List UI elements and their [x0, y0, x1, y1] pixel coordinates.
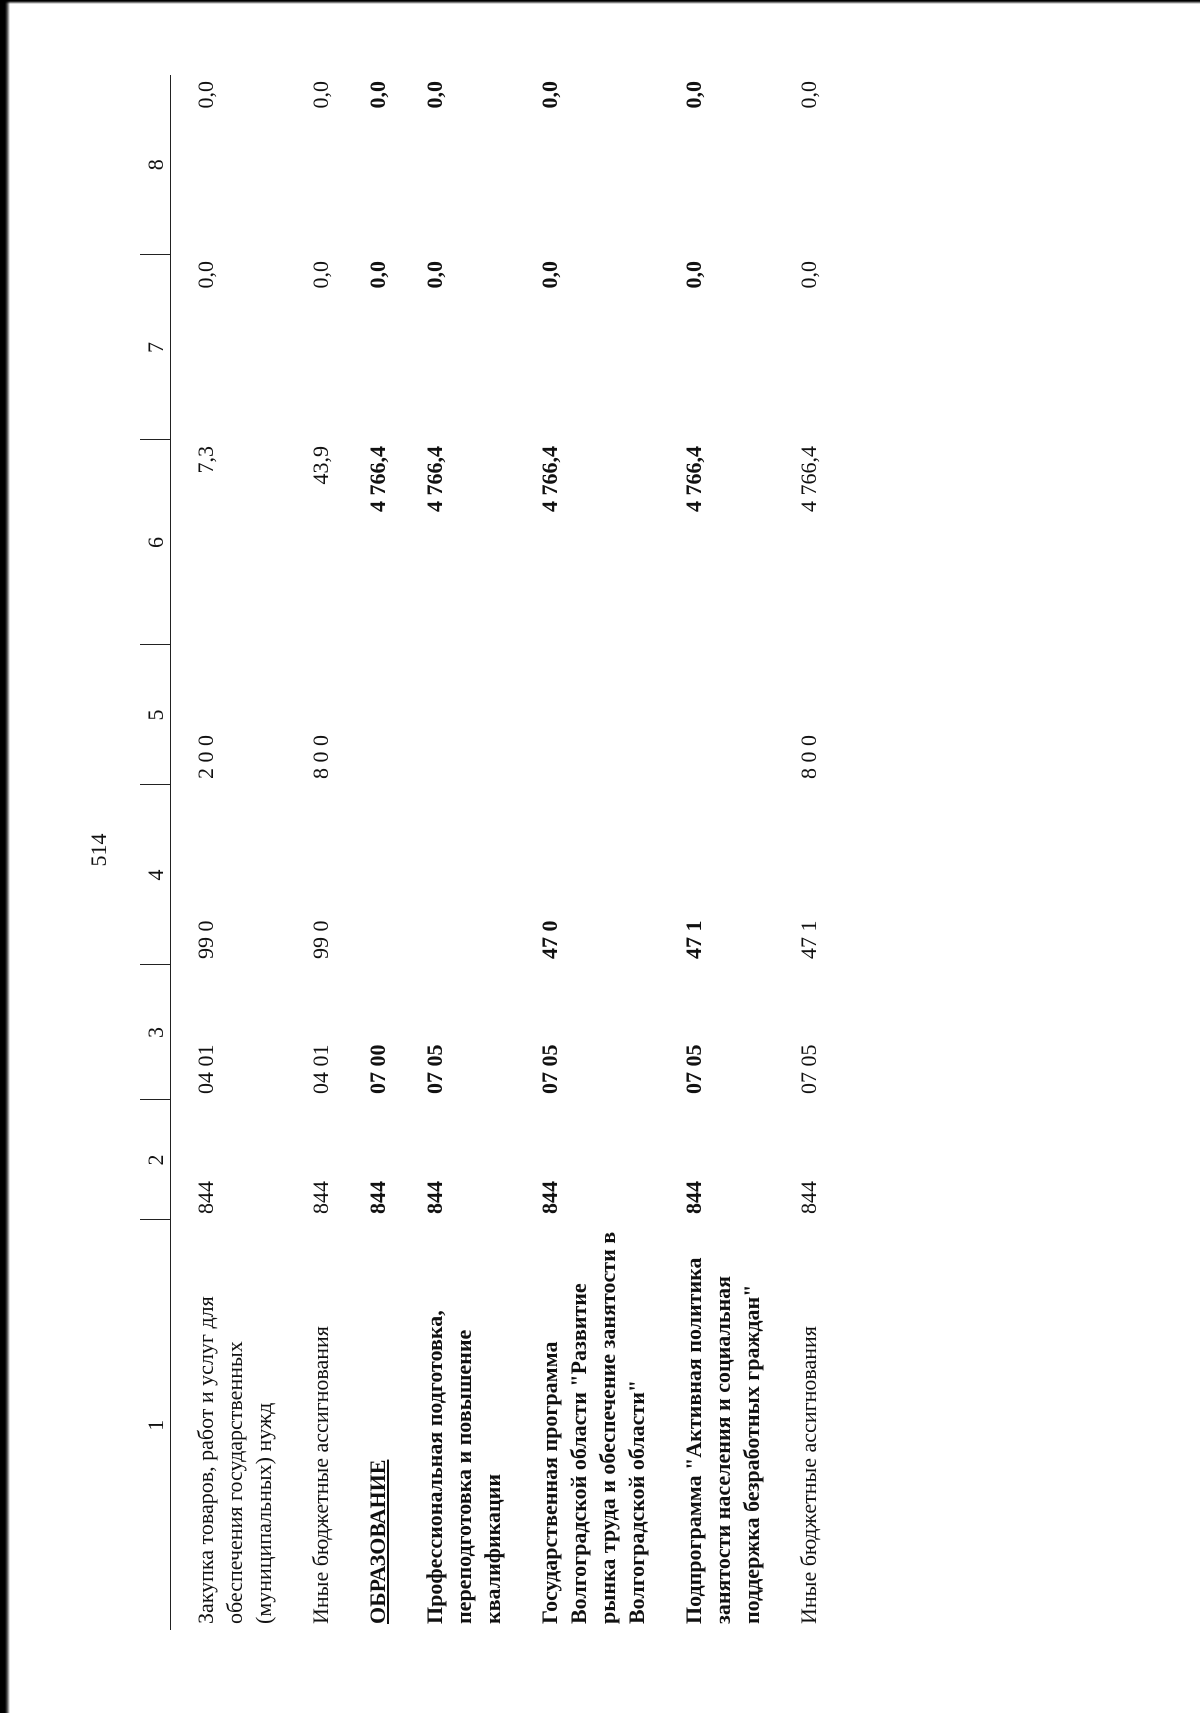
scan-edge-top [0, 0, 1200, 4]
table-row [286, 75, 343, 1630]
row-expense-type [659, 645, 774, 785]
column-header: 4 [140, 785, 171, 965]
table-row [515, 75, 659, 1630]
row-expense-type [343, 645, 400, 785]
row-amount-col7: 0,0 [796, 261, 821, 289]
row-name: ОБРАЗОВАНИЕ [365, 1459, 390, 1624]
row-section-code: 07 05 [537, 1044, 562, 1094]
row-amount: 7,3 [193, 446, 218, 474]
row-target-code: 99 0 [193, 920, 218, 959]
row-name: Иные бюджетные ассигнования [796, 1326, 821, 1624]
row-expense-type [400, 645, 515, 785]
row-name: Государственная программа Волгоградской области "Развитие рынка труда и обеспечение занятости в Волгоградской области" [537, 1231, 649, 1624]
row-amount-col8: 0,0 [796, 81, 821, 109]
row-section-code: 04 01 [308, 1044, 333, 1094]
table-row [659, 75, 774, 1630]
row-target-code: 47 1 [681, 920, 706, 959]
row-amount: 4 766,4 [365, 446, 390, 512]
row-section-code: 04 01 [193, 1044, 218, 1094]
table-row [774, 75, 831, 1630]
header-row [140, 75, 171, 1630]
column-header: 6 [140, 440, 171, 645]
row-expense-type: 8 0 0 [796, 735, 821, 779]
row-amount-col8: 0,0 [365, 81, 390, 109]
row-section-code: 07 05 [422, 1044, 447, 1094]
row-amount-col8: 0,0 [193, 81, 218, 109]
row-amount: 43,9 [308, 446, 333, 485]
column-header: 2 [140, 1100, 171, 1220]
row-name: Подпрограмма "Активная политика занятости населения и социальная поддержка безработных граждан" [681, 1257, 764, 1624]
rotated-page [85, 70, 1105, 1630]
budget-table [140, 75, 831, 1630]
row-amount-col7: 0,0 [365, 261, 390, 289]
row-ministry-code: 844 [422, 1181, 447, 1214]
column-header: 3 [140, 965, 171, 1100]
row-target-code: 99 0 [308, 920, 333, 959]
row-amount-col7: 0,0 [681, 261, 706, 289]
row-ministry-code: 844 [796, 1181, 821, 1214]
row-section-code: 07 05 [796, 1044, 821, 1094]
row-name: Закупка товаров, работ и услуг для обеспечения государственных (муниципальных) нужд [193, 1296, 276, 1624]
column-header: 7 [140, 255, 171, 440]
row-ministry-code: 844 [193, 1181, 218, 1214]
row-name: Иные бюджетные ассигнования [308, 1326, 333, 1624]
row-target-code: 47 1 [796, 920, 821, 959]
scan-edge-left [0, 0, 10, 1713]
row-amount: 4 766,4 [681, 446, 706, 512]
row-ministry-code: 844 [537, 1181, 562, 1214]
table-row [400, 75, 515, 1630]
column-header: 8 [140, 75, 171, 255]
column-header: 5 [140, 645, 171, 785]
row-amount-col7: 0,0 [308, 261, 333, 289]
row-target-code: 47 0 [537, 920, 562, 959]
row-ministry-code: 844 [365, 1181, 390, 1214]
row-ministry-code: 844 [681, 1181, 706, 1214]
row-target-code [400, 785, 515, 965]
row-amount-col8: 0,0 [308, 81, 333, 109]
row-amount: 4 766,4 [796, 446, 821, 512]
row-section-code: 07 00 [365, 1044, 390, 1094]
row-amount-col8: 0,0 [422, 81, 447, 109]
row-expense-type: 2 0 0 [193, 735, 218, 779]
row-amount-col8: 0,0 [537, 81, 562, 109]
row-target-code [343, 785, 400, 965]
row-expense-type: 8 0 0 [308, 735, 333, 779]
page-number: 514 [86, 833, 111, 867]
row-name: Профессиональная подготовка, переподготовка и повышение квалификации [422, 1310, 505, 1624]
row-amount-col7: 0,0 [193, 261, 218, 289]
row-amount: 4 766,4 [422, 446, 447, 512]
table-row [171, 75, 287, 1630]
row-section-code: 07 05 [681, 1044, 706, 1094]
row-amount: 4 766,4 [537, 446, 562, 512]
row-ministry-code: 844 [308, 1181, 333, 1214]
table-row [343, 75, 400, 1630]
row-amount-col7: 0,0 [537, 261, 562, 289]
row-amount-col8: 0,0 [681, 81, 706, 109]
column-header: 1 [140, 1220, 171, 1630]
row-expense-type [515, 645, 659, 785]
row-amount-col7: 0,0 [422, 261, 447, 289]
